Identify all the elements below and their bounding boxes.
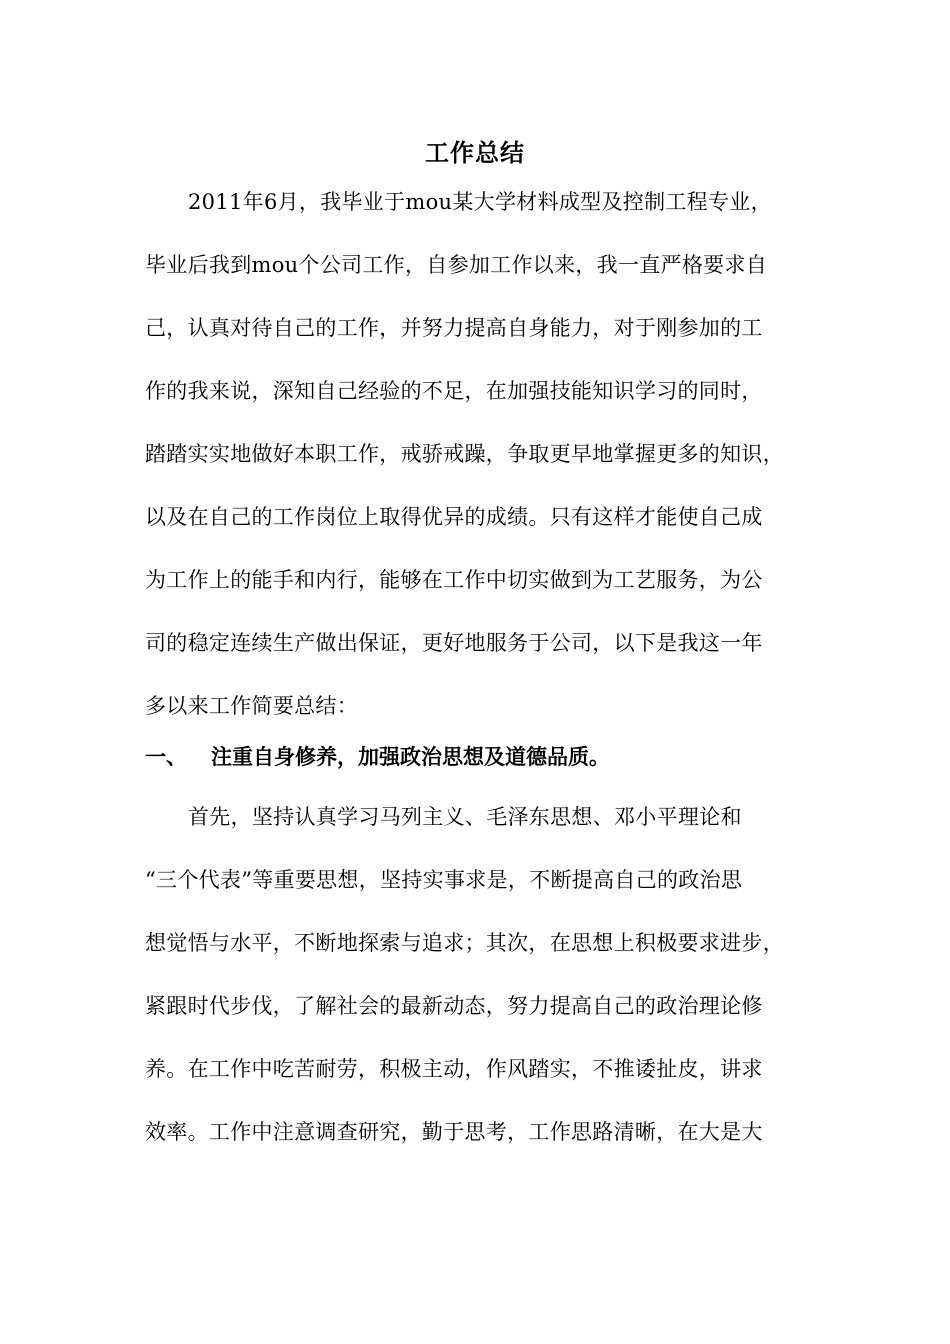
paragraph-line: 司的稳定连续生产做出保证，更好地服务于公司，以下是我这一年 (145, 631, 763, 655)
paragraph-line: 养。在工作中吃苦耐劳，积极主动，作风踏实，不推诿扯皮，讲求 (145, 1057, 763, 1081)
paragraph-line: 踏踏实实地做好本职工作，戒骄戒躁，争取更早地掌握更多的知识， (145, 442, 784, 466)
paragraph-line: 多以来工作简要总结： (145, 694, 358, 718)
section-number: 一、 (145, 745, 187, 769)
paragraph-line: 己，认真对待自己的工作，并努力提高自身能力，对于刚参加的工 (145, 316, 763, 340)
paragraph-line: 为工作上的能手和内行，能够在工作中切实做到为工艺服务，为公 (145, 568, 763, 592)
paragraph-line: 效率。工作中注意调查研究，勤于思考，工作思路清晰，在大是大 (145, 1120, 763, 1144)
section-heading-text: 注重自身修养，加强政治思想及道德品质。 (211, 745, 610, 769)
paragraph-line: 紧跟时代步伐，了解社会的最新动态，努力提高自己的政治理论修 (145, 994, 763, 1018)
paragraph-line: 作的我来说，深知自己经验的不足，在加强技能知识学习的同时， (145, 379, 763, 403)
paragraph-line: 以及在自己的工作岗位上取得优异的成绩。只有这样才能使自己成 (145, 505, 763, 529)
paragraph-line: 2011年6月，我毕业于mou某大学材料成型及控制工程专业， (188, 190, 772, 214)
document-title: 工作总结 (425, 139, 525, 167)
paragraph-line: 想觉悟与水平，不断地探索与追求；其次，在思想上积极要求进步， (145, 931, 784, 955)
paragraph-line: 毕业后我到mou个公司工作，自参加工作以来，我一直严格要求自 (145, 253, 768, 277)
paragraph-line: 首先，坚持认真学习马列主义、毛泽东思想、邓小平理论和 (188, 805, 742, 829)
section-heading (145, 742, 811, 772)
paragraph-line: “三个代表”等重要思想，坚持实事求是，不断提高自己的政治思 (145, 868, 743, 892)
